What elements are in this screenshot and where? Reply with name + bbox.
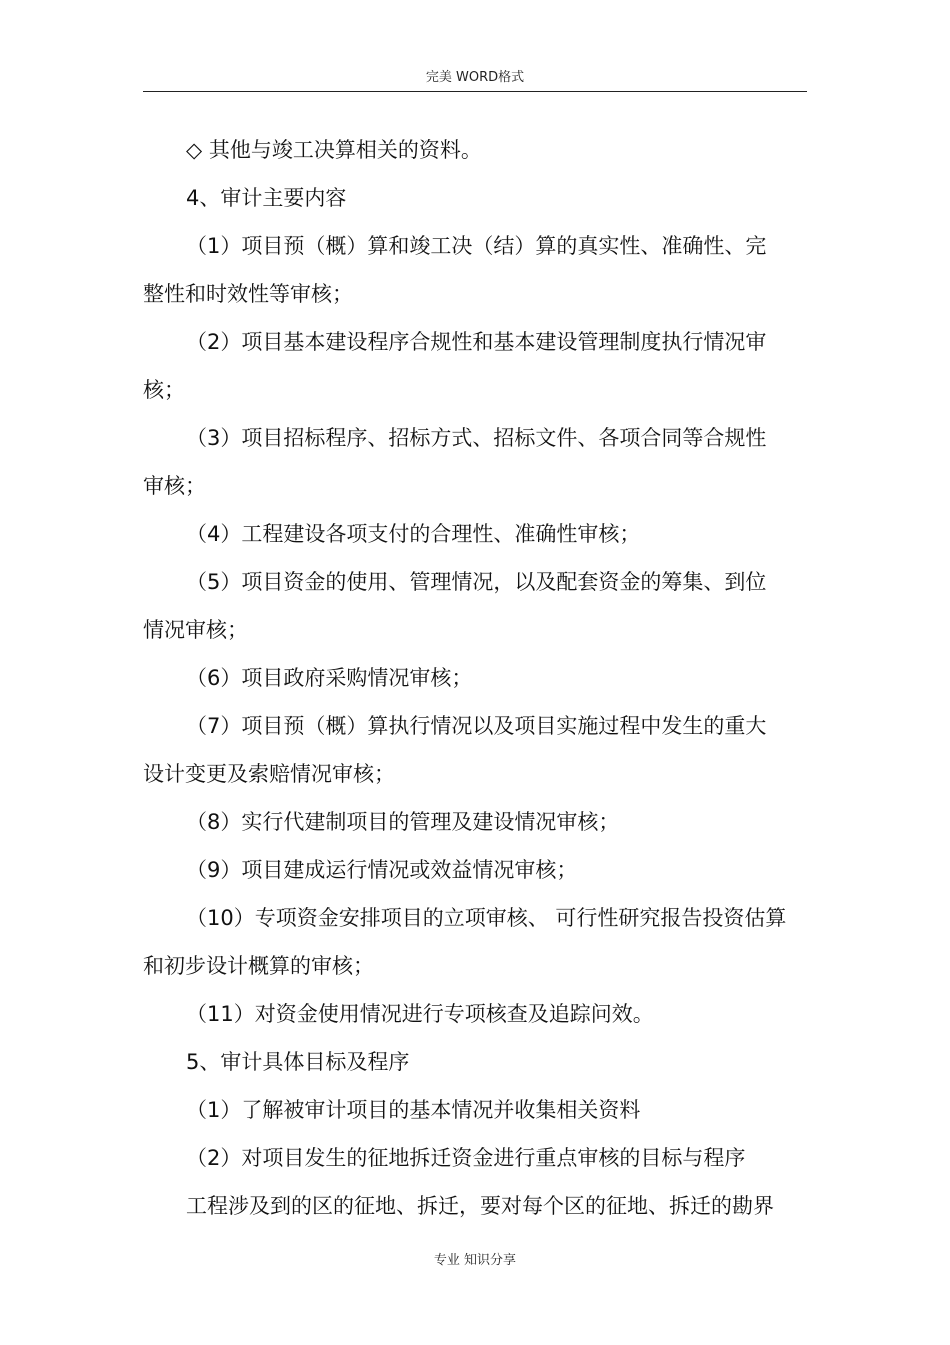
page-footer: 专业 知识分享: [433, 1253, 517, 1268]
body-line: 核；: [143, 378, 185, 402]
body-line: （6）项目政府采购情况审核；: [186, 666, 473, 690]
body-line: （1）项目预（概）算和竣工决（结）算的真实性、准确性、完: [186, 234, 767, 258]
body-line: （8）实行代建制项目的管理及建设情况审核；: [186, 810, 620, 834]
body-line: 设计变更及索赔情况审核；: [143, 762, 395, 786]
page-header: 完美 WORD格式: [425, 70, 525, 85]
body-line: 工程涉及到的区的征地、拆迁，要对每个区的征地、拆迁的勘界: [186, 1194, 774, 1218]
body-line: （2）项目基本建设程序合规性和基本建设管理制度执行情况审: [186, 330, 767, 354]
body-line: （11）对资金使用情况进行专项核查及追踪问效。: [186, 1002, 654, 1026]
body-line: 整性和时效性等审核；: [143, 282, 353, 306]
body-line: （4）工程建设各项支付的合理性、准确性审核；: [186, 522, 641, 546]
body-line: （10）专项资金安排项目的立项审核、 可行性研究报告投资估算: [186, 906, 787, 930]
body-line: 和初步设计概算的审核；: [143, 954, 374, 978]
body-line: （5）项目资金的使用、管理情况，以及配套资金的筹集、到位: [186, 570, 767, 594]
body-line: （2）对项目发生的征地拆迁资金进行重点审核的目标与程序: [186, 1146, 746, 1170]
body-line: 审核；: [143, 474, 206, 498]
body-line: ◇ 其他与竣工决算相关的资料。: [186, 138, 482, 162]
header-divider: [143, 91, 807, 92]
body-line: （1）了解被审计项目的基本情况并收集相关资料: [186, 1098, 641, 1122]
body-line: （7）项目预（概）算执行情况以及项目实施过程中发生的重大: [186, 714, 767, 738]
body-line: 情况审核；: [143, 618, 248, 642]
section-heading: 5、审计具体目标及程序: [186, 1050, 410, 1074]
body-line: （9）项目建成运行情况或效益情况审核；: [186, 858, 578, 882]
body-line: （3）项目招标程序、招标方式、招标文件、各项合同等合规性: [186, 426, 767, 450]
section-heading: 4、审计主要内容: [186, 186, 347, 210]
